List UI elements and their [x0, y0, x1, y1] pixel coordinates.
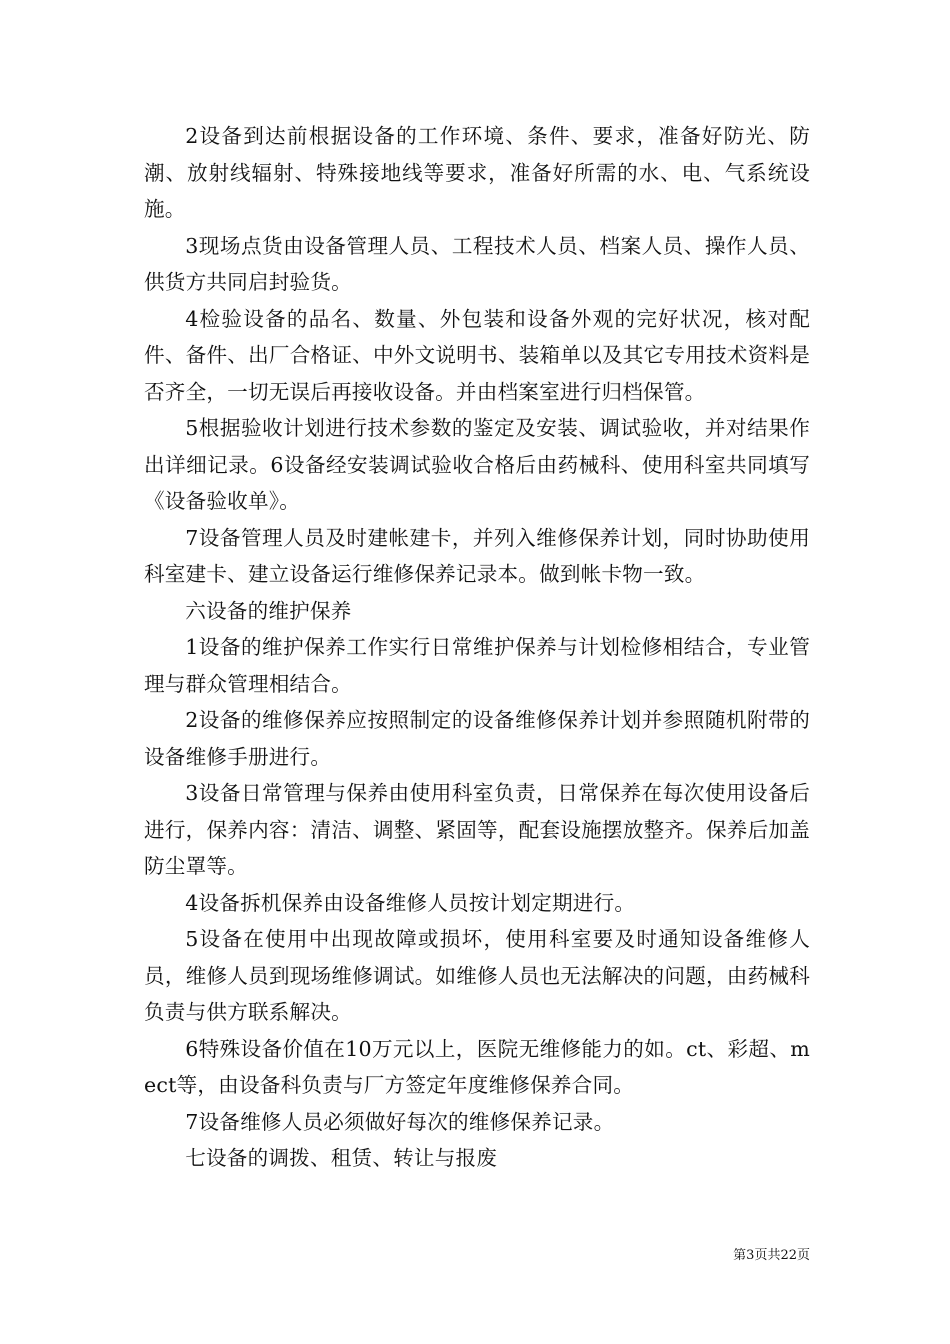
paragraph-5: 7设备管理人员及时建帐建卡，并列入维修保养计划，同时协助使用科室建卡、建立设备运行维修保养记录本。做到帐卡物一致。 [144, 525, 810, 586]
paragraph-11: 6特殊设备价值在10万元以上，医院无维修能力的如。ct、彩超、mect等，由设备科负责与厂方签定年度维修保养合同。 [144, 1036, 810, 1097]
paragraph-1: 2设备到达前根据设备的工作环境、条件、要求，准备好防光、防潮、放射线辐射、特殊接地线等要求，准备好所需的水、电、气系统设施。 [144, 124, 810, 221]
section-heading-maintenance: 六设备的维护保养 [185, 598, 352, 623]
page-number: 第3页共22页 [733, 1248, 810, 1263]
paragraph-6: 1设备的维护保养工作实行日常维护保养与计划检修相结合，专业管理与群众管理相结合。 [144, 635, 810, 696]
paragraph-8: 3设备日常管理与保养由使用科室负责，日常保养在每次使用设备后进行，保养内容：清洁、调整、紧固等，配套设施摆放整齐。保养后加盖防尘罩等。 [144, 781, 810, 878]
document-body [144, 118, 810, 1177]
section-heading-transfer: 七设备的调拨、租赁、转让与报废 [185, 1146, 498, 1170]
paragraph-3: 4检验设备的品名、数量、外包装和设备外观的完好状况，核对配件、备件、出厂合格证、中外文说明书、装箱单以及其它专用技术资料是否齐全，一切无误后再接收设备。并由档案室进行归档保管。 [144, 306, 810, 404]
paragraph-2: 3现场点货由设备管理人员、工程技术人员、档案人员、操作人员、供货方共同启封验货。 [144, 233, 810, 294]
paragraph-4: 5根据验收计划进行技术参数的鉴定及安装、调试验收，并对结果作出详细记录。6设备经安装调试验收合格后由药械科、使用科室共同填写《设备验收单》。 [144, 416, 810, 513]
paragraph-12: 7设备维修人员必须做好每次的维修保养记录。 [185, 1109, 615, 1134]
paragraph-7: 2设备的维修保养应按照制定的设备维修保养计划并参照随机附带的设备维修手册进行。 [144, 708, 810, 769]
paragraph-9: 4设备拆机保养由设备维修人员按计划定期进行。 [185, 890, 636, 915]
paragraph-10: 5设备在使用中出现故障或损坏，使用科室要及时通知设备维修人员，维修人员到现场维修调试。如维修人员也无法解决的问题，由药械科负责与供方联系解决。 [144, 927, 810, 1024]
